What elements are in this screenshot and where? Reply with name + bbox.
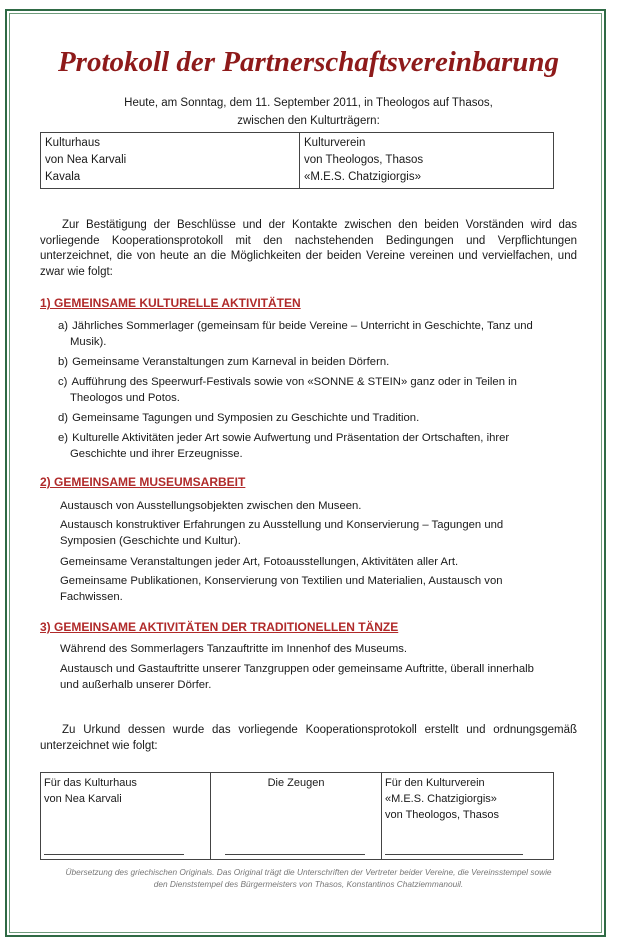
item-label: e) <box>58 432 69 444</box>
signature-table <box>40 772 554 860</box>
list-item: Gemeinsame Veranstaltungen jeder Art, Fotoausstellungen, Aktivitäten aller Art. <box>60 556 459 568</box>
signature-cell-right <box>382 773 554 860</box>
list-item <box>58 411 558 427</box>
list-item <box>58 431 558 462</box>
document-title: Protokoll der Partnerschaftsvereinbarung <box>57 46 560 78</box>
section-3-heading: 3) GEMEINSAME AKTIVITÄTEN DER TRADITIONELLEN TÄNZE <box>40 620 399 634</box>
list-item <box>60 574 560 605</box>
party-right-line: Kulturverein <box>304 137 366 149</box>
signature-line <box>44 854 184 855</box>
item-text: Jährliches Sommerlager (gemeinsam für beide Vereine – Unterricht in Geschichte, Tanz und <box>72 320 533 332</box>
footnote-line: Übersetzung des griechischen Originals. Das Original trägt die Unterschriften der Vertreter beider Vereine, die Vereinsstempel sowie <box>65 867 552 877</box>
item-text: Austausch konstruktiver Erfahrungen zu Ausstellung und Konservierung – Tagungen und <box>60 519 504 531</box>
item-label: b) <box>58 356 69 368</box>
signature-label: von Nea Karvali <box>44 793 122 805</box>
closing-paragraph: Zu Urkund dessen wurde das vorliegende Kooperationsprotokoll erstellt und ordnungsgemäß unterzeichnet wie folgt: <box>40 724 577 752</box>
item-text-cont: Theologos und Potos. <box>70 391 180 404</box>
footnote-line: den Dienststempel des Bürgermeisters von Thasos, Konstantinos Chatziemmanouil. <box>153 878 464 889</box>
signature-label: «M.E.S. Chatzigiorgis» <box>385 793 497 805</box>
list-item <box>58 319 558 350</box>
signature-label: Für den Kulturverein <box>385 777 485 789</box>
item-text: Gemeinsame Publikationen, Konservierung von Textilien und Materialien, Austausch von <box>60 575 503 587</box>
list-item: Austausch von Ausstellungsobjekten zwischen den Museen. <box>60 500 362 512</box>
item-text: Gemeinsame Veranstaltungen zum Karneval in beiden Dörfern. <box>72 356 390 368</box>
signature-line <box>385 854 523 855</box>
item-text-cont: Fachwissen. <box>60 590 123 603</box>
party-left-cell <box>41 133 300 189</box>
party-left-line: Kulturhaus <box>45 137 100 149</box>
parties-table <box>40 132 554 189</box>
item-text: Kulturelle Aktivitäten jeder Art sowie Aufwertung und Präsentation der Ortschaften, ihrer <box>72 432 510 444</box>
section-1-heading: 1) GEMEINSAME KULTURELLE AKTIVITÄTEN <box>40 296 301 310</box>
intro-line-1: Heute, am Sonntag, dem 11. September 2011, in Theologos auf Thasos, <box>124 97 493 109</box>
party-right-cell <box>300 133 554 189</box>
party-left-line: Kavala <box>45 171 81 183</box>
signature-line <box>225 854 365 855</box>
item-text-cont: Geschichte und ihrer Erzeugnisse. <box>70 447 243 460</box>
signature-cell-witnesses <box>211 773 382 860</box>
list-item: Während des Sommerlagers Tanzauftritte im Innenhof des Museums. <box>60 643 408 655</box>
item-text: Austausch und Gastauftritte unserer Tanzgruppen oder gemeinsame Auftritte, überall innerhalb <box>60 663 534 675</box>
signature-label: Für das Kulturhaus <box>44 777 137 789</box>
signature-label: von Theologos, Thasos <box>385 809 499 821</box>
party-right-line: «M.E.S. Chatzigiorgis» <box>304 171 421 183</box>
signature-label: Die Zeugen <box>267 777 325 789</box>
list-item <box>60 662 560 693</box>
item-text-cont: und außerhalb unserer Dörfer. <box>60 678 212 691</box>
list-item <box>58 355 558 371</box>
intro-paragraph: Zur Bestätigung der Beschlüsse und der Kontakte zwischen den beiden Vorständen wird das vorliegende Kooperationsprotokoll mit den nachstehenden Bedingungen und Verpflichtungen unterzeichnet, die von heute an die Möglichkeiten der beiden Vereine vereinen und vervielfachen, und zwar wie folgt: <box>40 219 577 278</box>
item-label: d) <box>58 412 69 424</box>
list-item <box>58 375 558 406</box>
item-text-cont: Symposien (Geschichte und Kultur). <box>60 534 241 547</box>
section-2-heading: 2) GEMEINSAME MUSEUMSARBEIT <box>40 475 246 489</box>
signature-cell-left <box>41 773 211 860</box>
item-label: a) <box>58 320 69 332</box>
party-right-line: von Theologos, Thasos <box>304 154 424 166</box>
translation-footnote <box>40 867 577 890</box>
intro-line-2: zwischen den Kulturträgern: <box>237 115 380 127</box>
item-text: Aufführung des Speerwurf-Festivals sowie von «SONNE & STEIN» ganz oder in Teilen in <box>71 376 517 388</box>
item-text: Gemeinsame Tagungen und Symposien zu Geschichte und Tradition. <box>72 412 420 424</box>
item-label: c) <box>58 376 68 388</box>
list-item <box>60 518 560 549</box>
item-text-cont: Musik). <box>70 335 107 348</box>
party-left-line: von Nea Karvali <box>45 154 127 166</box>
